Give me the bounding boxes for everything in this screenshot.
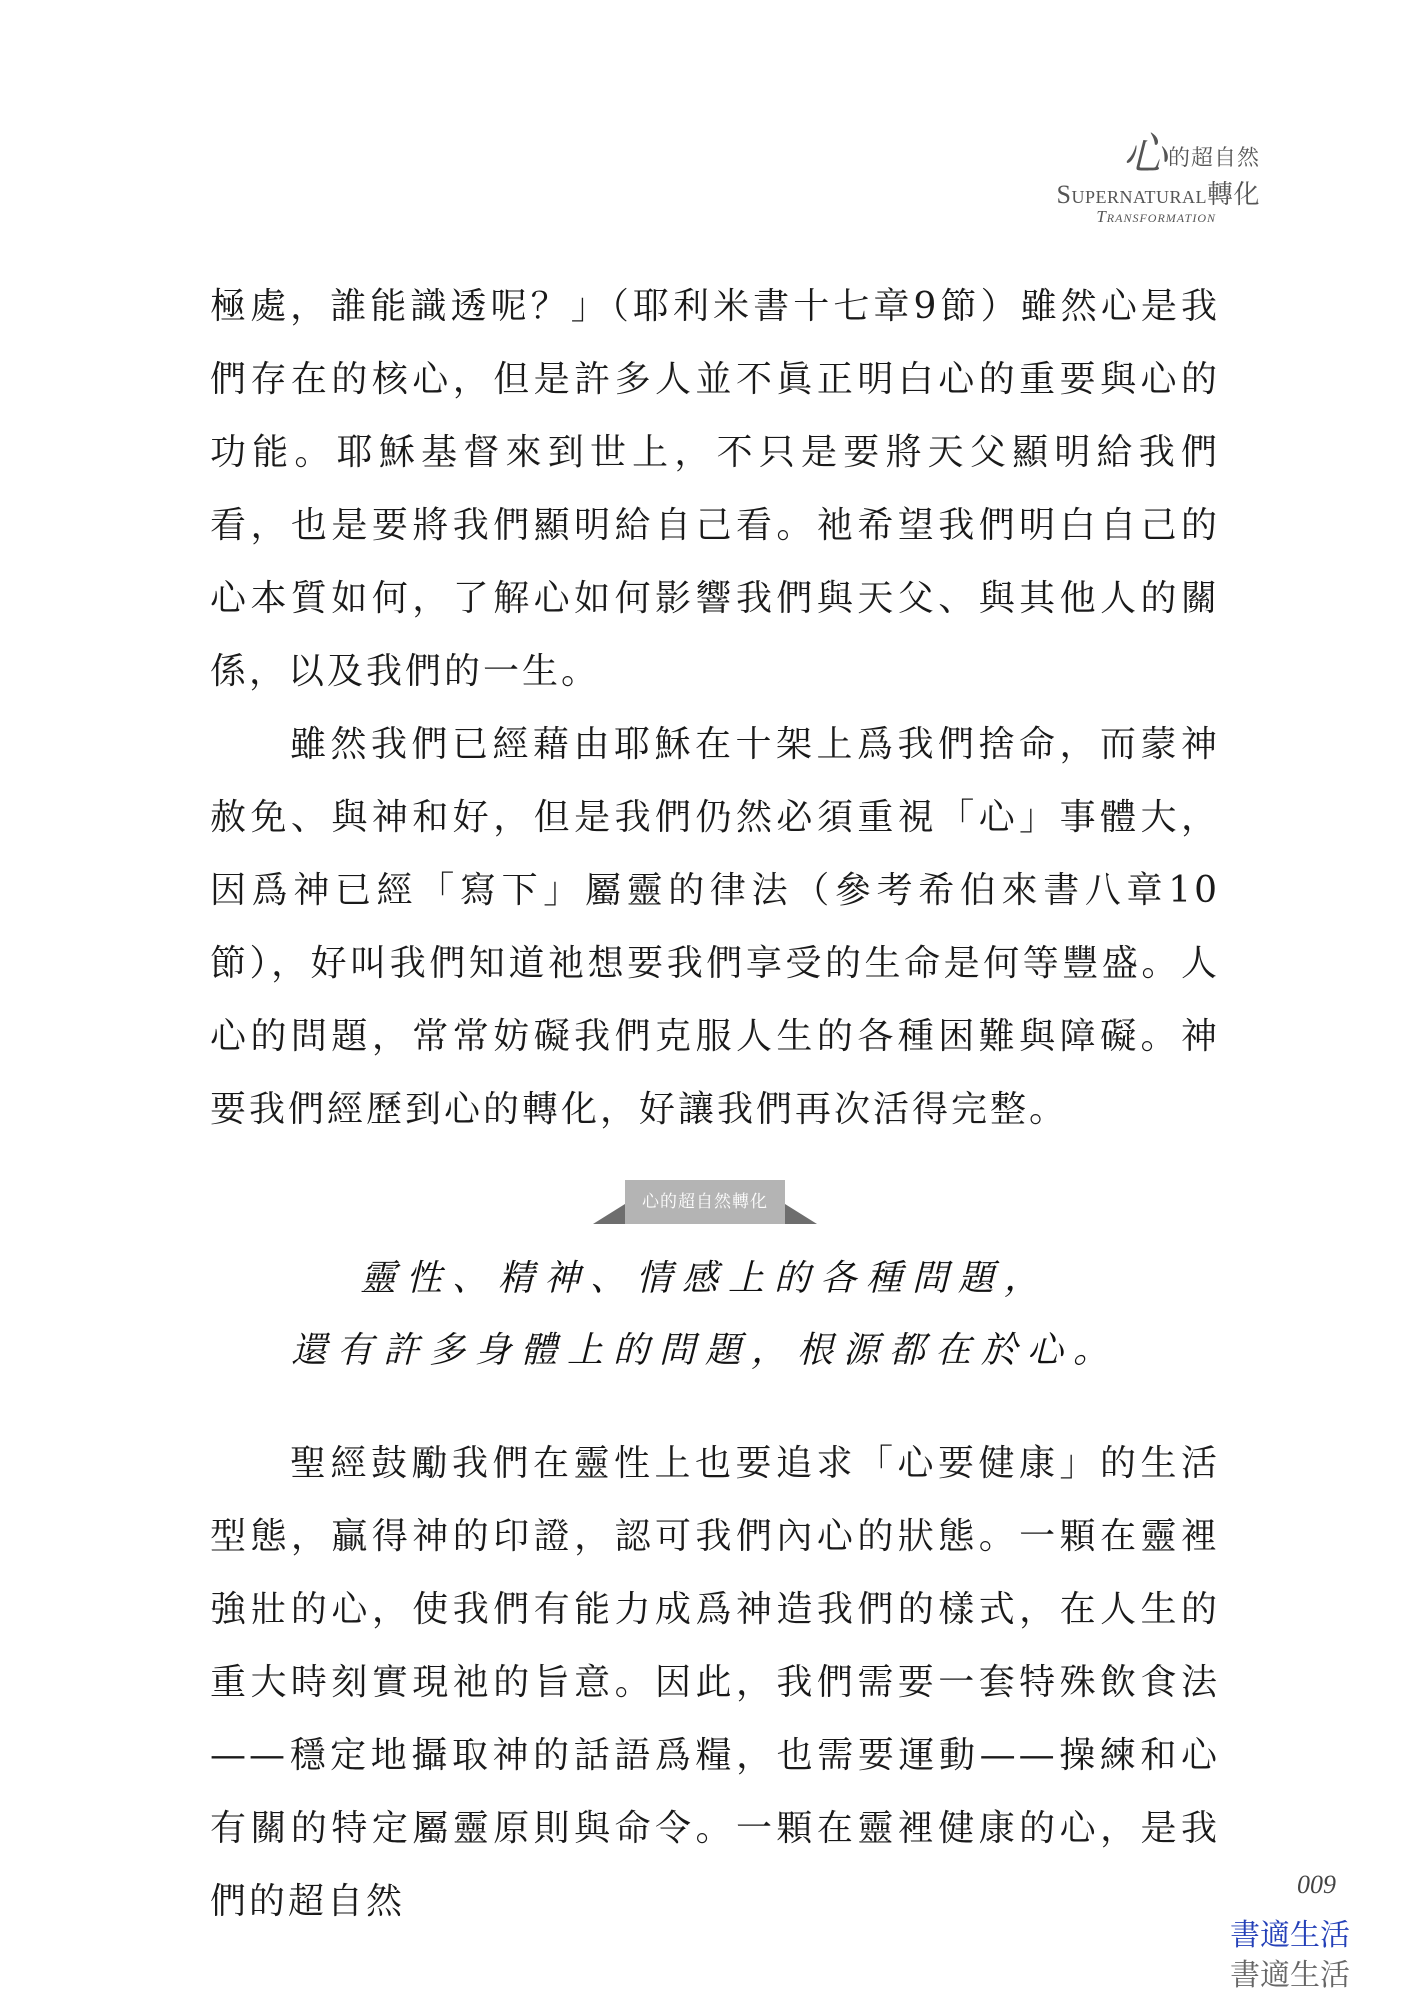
callout-tag-label: 心的超自然轉化 bbox=[642, 1192, 768, 1212]
body-text-block-1 bbox=[210, 270, 1220, 1146]
running-header-initial: 心 bbox=[1122, 129, 1168, 180]
running-header-subtitle-2: Transformation bbox=[1096, 207, 1216, 226]
running-header bbox=[940, 118, 1260, 227]
paragraph-3: 聖經鼓勵我們在靈性上也要追求「心要健康」的生活型態，贏得神的印證，認可我們內心的狀態。一顆在靈裡強壯的心，使我們有能力成爲神造我們的樣式，在人生的重大時刻實現祂的旨意。因此，我們需要一套特殊飲食法——穩定地攝取神的話語爲糧，也需要運動——操練和心有關的特定屬靈原則與命令。一顆在靈裡健康的心，是我們的超自然 bbox=[210, 1443, 1220, 1922]
running-header-subtitle: Supernatural轉化 bbox=[1056, 180, 1260, 209]
running-header-title-rest: 的超自然 bbox=[1167, 146, 1260, 171]
body-text-block-2 bbox=[210, 1427, 1220, 1938]
ribbon-right-fold bbox=[785, 1204, 817, 1224]
page-number: 009 bbox=[1297, 1870, 1336, 1899]
callout-tag-wrapper bbox=[0, 1180, 1410, 1224]
watermark-primary: 書適生活 bbox=[1230, 1918, 1350, 1953]
paragraph-1: 極處，誰能識透呢？」（耶利米書十七章9節）雖然心是我們存在的核心，但是許多人並不眞正明白心的重要與心的功能。耶穌基督來到世上，不只是要將天父顯明給我們看，也是要將我們顯明給自己看。祂希望我們明白自己的心本質如何，了解心如何影響我們與天父、與其他人的關係，以及我們的一生。 bbox=[210, 286, 1220, 692]
callout-tag bbox=[625, 1180, 785, 1224]
ribbon-left-fold bbox=[593, 1204, 625, 1224]
watermark-secondary: 書適生活 bbox=[1230, 1958, 1350, 1993]
callout-quote-line-1: 靈性、精神、情感上的各種問題， bbox=[359, 1258, 1050, 1299]
paragraph-2: 雖然我們已經藉由耶穌在十架上爲我們捨命，而蒙神赦免、與神和好，但是我們仍然必須重視「心」事體大，因爲神已經「寫下」屬靈的律法（參考希伯來書八章10節），好叫我們知道祂想要我們享受的生命是何等豐盛。人心的問題，常常妨礙我們克服人生的各種困難與障礙。神要我們經歷到心的轉化，好讓我們再次活得完整。 bbox=[210, 724, 1220, 1130]
running-header-title bbox=[940, 118, 1260, 182]
callout-quote-line-2: 還有許多身體上的問題，根源都在於心。 bbox=[290, 1330, 1119, 1371]
